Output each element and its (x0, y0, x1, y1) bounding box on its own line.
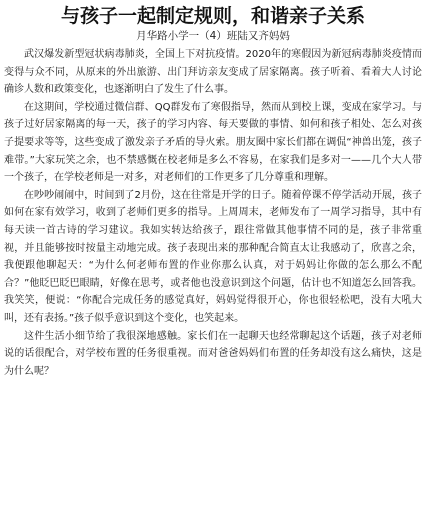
paragraph-1: 武汉爆发新型冠状病毒肺炎，全国上下对抗疫情。2020年的寒假因为新冠病毒肺炎疫情而变得与众不同，从原来的外出旅游、出门拜访亲友变成了居家隔离。孩子听着、看着大人讨论确诊人数和政策变化，也逐渐明白了发生了什么事。 (4, 49, 422, 96)
paragraph-3: 在吵吵闹闹中，时间到了2月份，这在往常是开学的日子。随着停课不停学活动开展，孩子如何在家有效学习，收到了老师们更多的指导。上周周末，老师发布了一周学习指导，其中有每天读一首古诗的学习建议。我如实转达给孩子，跟往常做其他事情不同的是，孩子非常重视，并且能够按时按量主动地完成。孩子表现出来的那种配合简直太让我感动了，欣喜之余，我便跟他聊起天：“为什么何老师布置的作业你那么认真，对于妈妈让你做的怎么那么不配合？”他眨巴眨巴眼睛，好像在思考，或者他也没意识到这个问题，估计也不知道怎么回答我。我笑笑，便说：“你配合完成任务的感觉真好，妈妈觉得很开心，你也很轻松吧，没有大吼大叫，还有表扬。”孩子似乎意识到这个变化，也笑起来。 (4, 189, 422, 324)
article-byline: 月华路小学一（4）班陆又齐妈妈 (136, 30, 290, 42)
paragraph-2: 在这期间，学校通过微信群、QQ群发布了寒假指导，然而从到校上课，变成在家学习。与孩子过好居家隔离的每一天，孩子的学习内容、每天要做的事情、如何和孩子相处、怎么对孩子提要求等等，这些变成了激发亲子矛盾的导火索。朋友圈中家长们都在调侃“神兽出笼，孩子难带。”大家玩笑之余，也不禁感慨在校老师是多么不容易，在家我们是多对一——几个大人带一个孩子，在学校老师是一对多，对老师们的工作更多了几分尊重和理解。 (4, 101, 422, 184)
article-title: 与孩子一起制定规则，和谐亲子关系 (60, 5, 365, 27)
paragraph-4: 这件生活小细节给了我很深地感触。家长们在一起聊天也经常聊起这个话题，孩子对老师说的话很配合，对学校布置的任务很重视。而对爸爸妈妈们布置的任务却没有这么痛快，这是为什么呢？ (4, 330, 422, 377)
